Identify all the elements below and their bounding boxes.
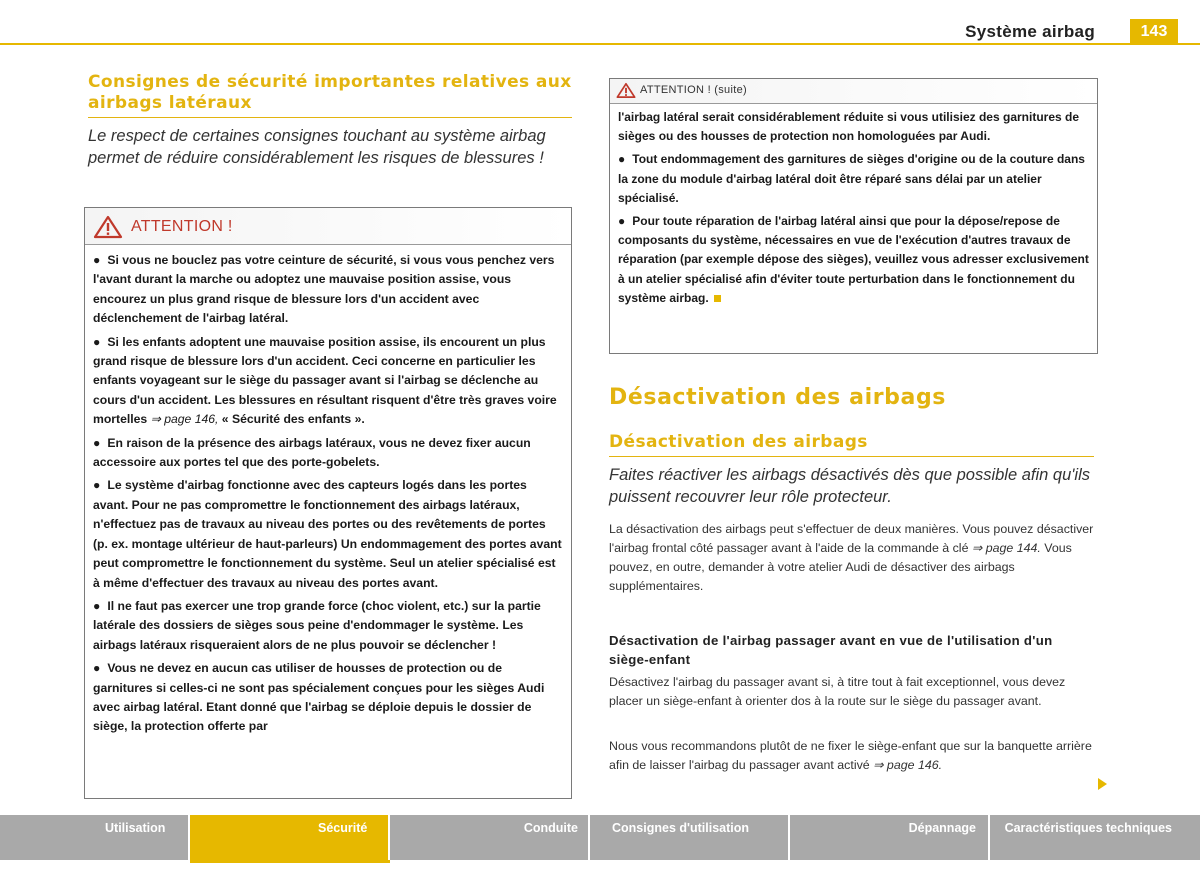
tab-consignes-utilisation[interactable]: Consignes d'utilisation bbox=[590, 815, 790, 860]
heading-deactivation: Désactivation des airbags bbox=[609, 385, 946, 410]
recommendation-paragraph: Nous vous recommandons plutôt de ne fixer le siège-enfant que sur la banquette arrière afin de laisser l'airbag du passager avant activé ⇒ page 146. bbox=[609, 739, 1092, 772]
deactivation-paragraph: La désactivation des airbags peut s'effectuer de deux manières. Vous pouvez désactiver l'airbag frontal côté passager avant à l'aide de la commande à clé ⇒ page 144. Vous pouvez, en outre, demander à votre atelier Audi de désactiver des airbags supplémentaires. bbox=[609, 522, 1094, 593]
end-marker-icon bbox=[714, 295, 721, 302]
header-rule bbox=[0, 43, 1200, 45]
attention-body bbox=[610, 104, 1097, 308]
bullet-icon: ● bbox=[93, 253, 101, 267]
bullet-icon: ● bbox=[93, 435, 101, 450]
child-seat-paragraph: Désactivez l'airbag du passager avant si, à titre tout à fait exceptionnel, vous devez placer un siège-enfant à orienter dos à la route sur le siège du passager avant. bbox=[609, 675, 1066, 708]
attention-item: ● Si vous ne bouclez pas votre ceinture de sécurité, si vous vous penchez vers l'avant durant la marche ou adoptez une mauvaise position assise, vous encourez un plus grand risque de blessure lors d'un accident avec déclenchement de l'airbag latéral. bbox=[93, 253, 555, 326]
header-section-title: Système airbag bbox=[965, 22, 1095, 41]
attention-box bbox=[84, 207, 572, 799]
tab-utilisation[interactable]: Utilisation bbox=[0, 815, 190, 860]
attention-item: ● Vous ne devez en aucun cas utiliser de housses de protection ou de garnitures si celles-ci ne sont pas spécialement conçues pour les sièges Audi avec airbag latéral. Etant donné que l'airbag se déploie depuis le dossier de siège, la protection offerte par bbox=[93, 661, 545, 734]
attention-title: ATTENTION ! (suite) bbox=[640, 84, 747, 96]
attention-header bbox=[85, 208, 571, 245]
active-tab-indicator bbox=[190, 860, 390, 863]
attention-item: ● Le système d'airbag fonctionne avec des capteurs logés dans les portes avant. Pour ne pas compromettre le fonctionnement des airbags latéraux, n'effectuez pas de travaux au niveau des portes ou des revêtements de portes (p. ex. montage ultérieur de haut-parleurs) Un endommagement des portes avant peut compromettre le fonctionnement du système. Seul un atelier spécialisé est à même d'effectuer des travaux au niveau des portes avant. bbox=[93, 478, 562, 590]
attention-item: ● Il ne faut pas exercer une trop grande force (choc violent, etc.) sur la partie latérale des dossiers de sièges sous peine d'endommager le système. Les airbags latéraux risqueraient alors de ne plus pouvoir se déclencher ! bbox=[93, 598, 541, 652]
subheading-deactivation: Désactivation des airbags bbox=[609, 432, 868, 452]
intro-text: Le respect de certaines consignes touchant au système airbag permet de réduire considérablement les risques de blessures ! bbox=[88, 127, 546, 167]
subheading-rule bbox=[609, 456, 1094, 457]
deactivation-intro: Faites réactiver les airbags désactivés dès que possible afin qu'ils puissent recouvrer leur rôle protecteur. bbox=[609, 466, 1090, 506]
bullet-icon: ● bbox=[93, 598, 101, 613]
attention-item: ● En raison de la présence des airbags latéraux, vous ne devez fixer aucun accessoire aux portes tel que des porte-gobelets. bbox=[93, 435, 531, 470]
warning-triangle-icon bbox=[616, 82, 636, 99]
heading-rule bbox=[88, 117, 572, 118]
tab-conduite[interactable]: Conduite bbox=[390, 815, 590, 860]
bullet-icon: ● bbox=[93, 334, 101, 349]
page-reference-link[interactable]: ⇒ page 144. bbox=[971, 541, 1041, 555]
footer-nav bbox=[0, 815, 1200, 860]
bullet-icon: ● bbox=[93, 661, 101, 676]
attention-header bbox=[610, 79, 1097, 104]
attention-item: ● Si les enfants adoptent une mauvaise position assise, ils encourent un plus grand risque de blessure lors d'un accident. Ceci concerne en particulier les enfants voyageant sur le siège du passager avant si l'airbag se déclenche au cours d'un accident. Les blessures en résultant risquent d'être très graves voire mortelles ⇒ page 146, « Sécurité des enfants ». bbox=[93, 334, 557, 427]
warning-triangle-icon bbox=[93, 215, 123, 239]
attention-item: ● Pour toute réparation de l'airbag latéral ainsi que pour la dépose/repose de composants du système, nécessaires en vue de l'exécution d'autres travaux de réparation (par exemple dépose des sièges), veuillez vous adresser exclusivement à un atelier spécialisé afin d'éviter toute perturbation dans le fonctionnement du système airbag. bbox=[618, 214, 1089, 305]
attention-continued-text: l'airbag latéral serait considérablement réduite si vous utilisiez des garnitures de sièges ou des housses de protection non homologuées par Audi. bbox=[618, 110, 1080, 144]
page-reference-link[interactable]: ⇒ page 146, bbox=[150, 412, 219, 427]
page-reference-link[interactable]: ⇒ page 146. bbox=[873, 758, 943, 772]
bullet-icon: ● bbox=[93, 478, 101, 493]
footer-bottom bbox=[0, 860, 1200, 878]
attention-item: ● Tout endommagement des garnitures de sièges d'origine ou de la couture dans la zone du module d'airbag latéral doit être réparé sans délai par un atelier spécialisé. bbox=[618, 152, 1085, 205]
attention-title: ATTENTION ! bbox=[131, 218, 233, 235]
bullet-icon: ● bbox=[618, 214, 626, 229]
heading-side-airbags: Consignes de sécurité importantes relatives aux airbags latéraux bbox=[88, 72, 572, 113]
subheading-child-seat: Désactivation de l'airbag passager avant en vue de l'utilisation d'un siège-enfant bbox=[609, 633, 1053, 667]
next-page-arrow-icon[interactable] bbox=[1098, 778, 1107, 790]
attention-box-continued bbox=[609, 78, 1098, 354]
tab-caracteristiques-techniques[interactable]: Caractéristiques techniques bbox=[990, 815, 1200, 860]
bullet-icon: ● bbox=[618, 152, 626, 167]
page-number: 143 bbox=[1130, 19, 1178, 45]
tab-depannage[interactable]: Dépannage bbox=[790, 815, 990, 860]
tab-securite[interactable]: Sécurité bbox=[190, 815, 390, 860]
attention-body bbox=[85, 245, 571, 737]
